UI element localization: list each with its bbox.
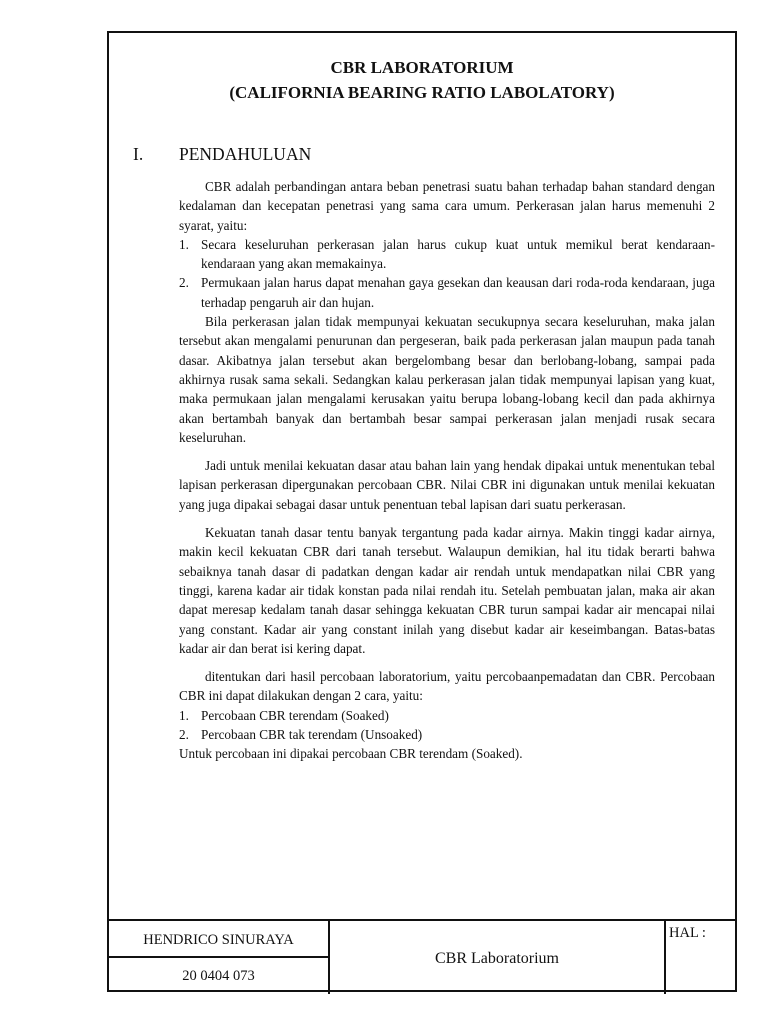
closing-paragraph: Untuk percobaan ini dipakai percobaan CBR terendam (Soaked). (179, 746, 523, 762)
section-number: I. (133, 144, 144, 164)
list-text: Percobaan CBR terendam (Soaked) (201, 707, 389, 723)
paragraph: ditentukan dari hasil percobaan laboratorium, yaitu percobaanpemadatan dan CBR. Percobaan CBR ini dapat dilakukan dengan 2 cara, yaitu: (179, 669, 715, 704)
list-text: Permukaan jalan harus dapat menahan gaya gesekan dan keausan dari roda-roda kendaraan, juga terhadap pengaruh air dan hujan. (201, 275, 715, 310)
list-number: 1. (179, 236, 189, 252)
document-body (179, 177, 715, 764)
list-item (179, 273, 715, 312)
section-title: PENDAHULUAN (179, 144, 312, 164)
document-page-frame (107, 31, 737, 992)
list-text: Secara keseluruhan perkerasan jalan harus cukup kuat untuk memikul berat kendaraan-kendaraan yang akan memakainya. (201, 236, 715, 272)
document-subtitle: (CALIFORNIA BEARING RATIO LABOLATORY) (229, 83, 615, 102)
footer-document-title: CBR Laboratorium (330, 921, 666, 994)
paragraph: Jadi untuk menilai kekuatan dasar atau bahan lain yang hendak dipakai untuk menentukan tebal lapisan perkerasan dipergunakan percobaan CBR. Nilai CBR ini digunakan untuk menilai kekuatan yang juga dipakai sebagai dasar untuk penentuan tebal lapisan dari suatu perkerasan. (179, 458, 715, 512)
footer-table (109, 919, 735, 994)
list-number: 2. (179, 727, 189, 743)
paragraph: Kekuatan tanah dasar tentu banyak tergantung pada kadar airnya. Makin tinggi kadar airnya, makin kecil kekuatan CBR dari tanah tersebut. Walaupun demikian, hal itu tidak berarti bahwa sebaiknya tanah dasar di padatkan dengan kadar air rendah untuk mendapatkan nilai CBR yang tinggi, karena kadar air tidak konstan pada nilai rendah itu. Setelah pembuatan jalan, maka air akan dapat meresap kedalam tanah dasar sehingga kekuatan CBR turun sampai kadar air mencapai nilai yang constant. Kadar air yang constant inilah yang disebut kadar air keseimbangan. Batas-batas kadar air dan berat isi kering dapat. (179, 525, 715, 656)
list-text: Percobaan CBR tak terendam (Unsoaked) (201, 727, 423, 743)
list-item (179, 235, 715, 274)
student-id: 20 0404 073 (182, 968, 255, 984)
author-name: HENDRICO SINURAYA (109, 921, 328, 958)
list-item (179, 706, 715, 725)
footer-author-cell (109, 921, 330, 994)
list-item (179, 725, 715, 744)
list-number: 2. (179, 275, 189, 291)
page-number-label: HAL : (669, 925, 706, 941)
paragraph: Bila perkerasan jalan tidak mempunyai kekuatan secukupnya secara keseluruhan, maka jalan tersebut akan mengalami penurunan dan pergeseran, baik pada perkerasan jalan maupun pada tanah dasar. Akibatnya jalan tersebut akan bergelombang besar dan berlobang-lobang, sampai pada akhirnya rusak sama sekali. Sedangkan kalau perkerasan jalan tidak mempunyai lapisan yang kuat, maka permukaan jalan mengalami kerusakan yaitu berupa lobang-lobang kecil dan pada akhirnya akan bertambah banyak dan bertambah besar sampai perkerasan jalan menjadi rusak secara keseluruhan. (179, 314, 715, 445)
document-title: CBR LABORATORIUM (330, 58, 514, 77)
list-number: 1. (179, 707, 189, 723)
intro-paragraph: CBR adalah perbandingan antara beban penetrasi suatu bahan terhadap bahan standard dengan kedalaman dan kecepatan penetrasi yang sama cara umum. Perkerasan jalan harus memenuhi 2 syarat, yaitu: (179, 179, 715, 233)
